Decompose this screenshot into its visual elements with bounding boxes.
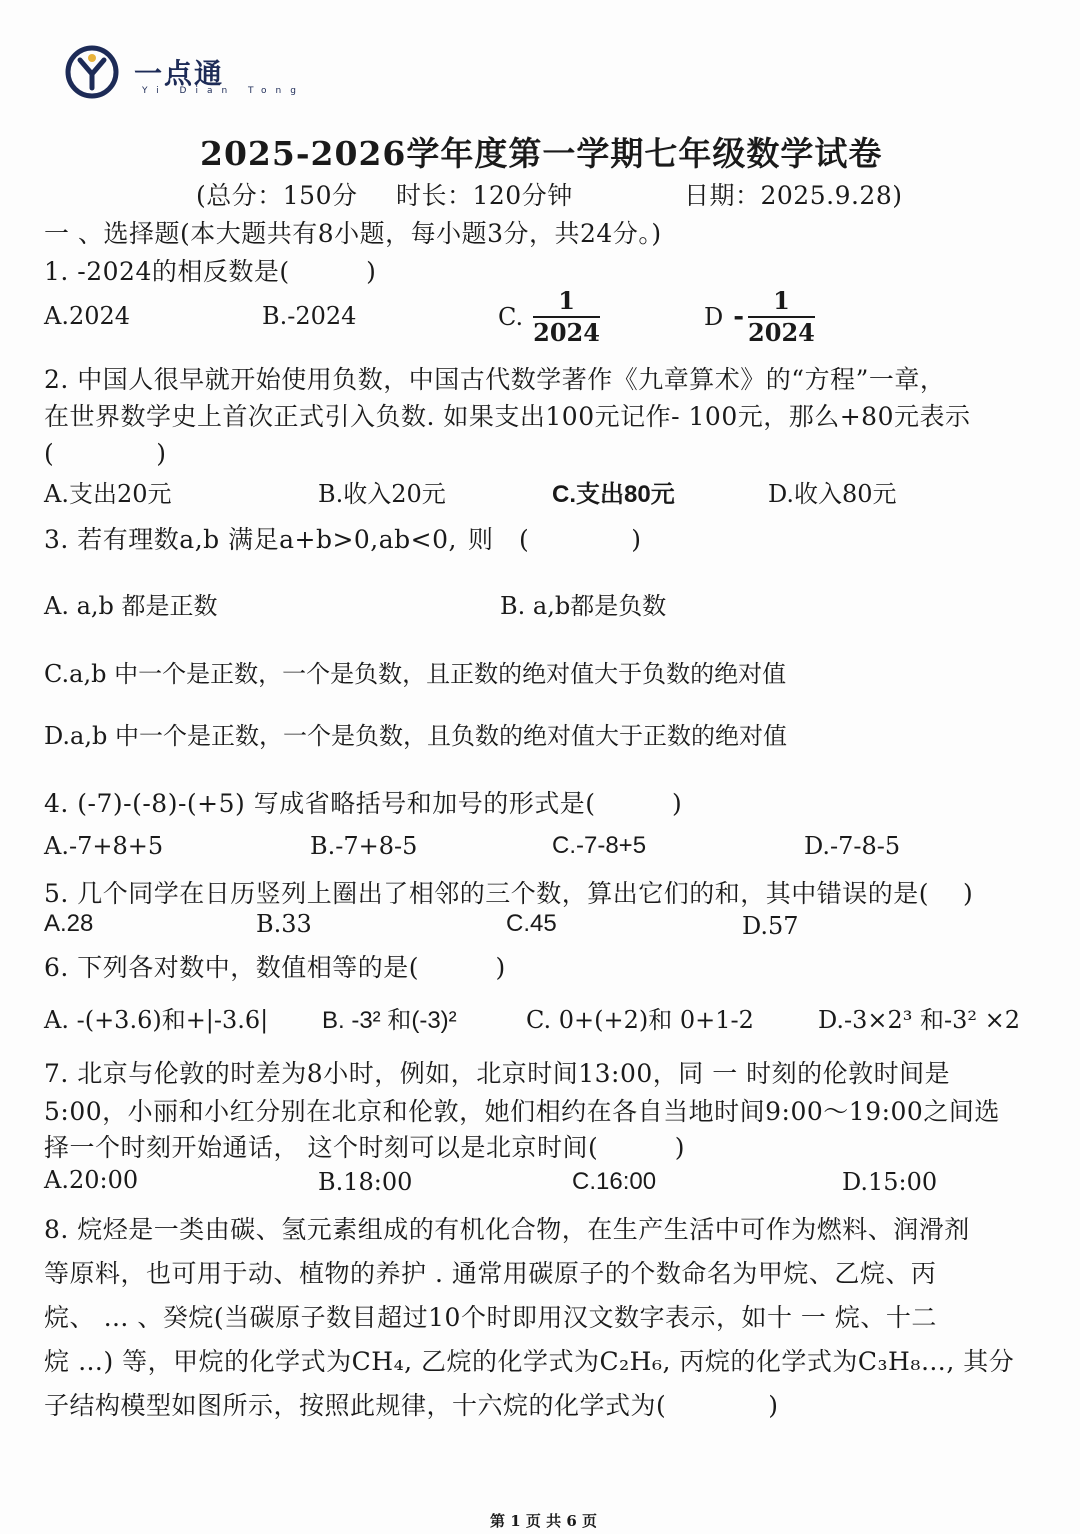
q4-option-c: C.-7-8+5 [552, 832, 647, 859]
denominator: 2024 [533, 318, 600, 347]
minus-sign: - [733, 302, 745, 332]
q3-option-b: B. a,b都是负数 [500, 592, 667, 620]
q7-option-d: D.15:00 [842, 1168, 938, 1196]
question-8-line-4: 烷 …) 等，甲烷的化学式为CH₄, 乙烷的化学式为C₂H₆, 丙烷的化学式为C₃H₈…, 其分 [44, 1347, 1015, 1376]
q3-option-c: C.a,b 中一个是正数，一个是负数，且正数的绝对值大于负数的绝对值 [44, 660, 787, 688]
q7-option-b: B.18:00 [318, 1168, 413, 1196]
q3-option-a: A. a,b 都是正数 [44, 592, 218, 620]
question-8-line-3: 烷、 … 、癸烷(当碳原子数目超过10个时即用汉文数字表示，如十 一 烷、十二 [44, 1303, 937, 1332]
question-8-line-5: 子结构模型如图所示，按照此规律，十六烷的化学式为( ) [44, 1391, 779, 1420]
total-score: (总分：150分 [196, 181, 358, 210]
exam-date: 日期：2025.9.28) [684, 181, 903, 210]
q1-option-d [704, 288, 815, 346]
question-3-stem-tail: 则 ( ) [468, 525, 642, 554]
logo-icon [64, 44, 120, 100]
q2-option-b: B.收入20元 [318, 480, 446, 508]
q4-option-d: D.-7-8-5 [804, 832, 901, 860]
question-6-stem: 6. 下列各对数中，数值相等的是( ) [44, 953, 506, 982]
numerator: 1 [558, 286, 575, 315]
logo-pinyin: Yi Dian Tong [142, 86, 305, 96]
q2-option-a: A.支出20元 [44, 480, 172, 508]
question-5-stem: 5. 几个同学在日历竖列上圈出了相邻的三个数，算出它们的和，其中错误的是( ) [44, 879, 974, 908]
q6-option-c: C. 0+(+2)和 0+1-2 [526, 1006, 754, 1034]
question-3-stem: 3. 若有理数a,b 满足a+b>0,ab<0, [44, 525, 457, 554]
q1-option-c-label: C. [498, 303, 524, 331]
numerator: 1 [773, 286, 790, 315]
q2-option-c: C.支出80元 [552, 481, 675, 508]
q1-option-d-label: D [704, 303, 724, 331]
question-2-line-1: 2. 中国人很早就开始使用负数，中国古代数学著作《九章算术》的“方程”一章， [44, 365, 946, 394]
question-2-line-3: ( ) [44, 439, 167, 468]
q4-option-b: B.-7+8-5 [310, 832, 418, 860]
q6-option-d: D.-3×2³ 和-3² ×2 [818, 1006, 1021, 1034]
duration: 时长：120分钟 [396, 181, 573, 210]
q1-option-c [498, 288, 600, 346]
q4-option-a: A.-7+8+5 [44, 832, 164, 860]
q6-option-b: B. -3² 和(-3)² [322, 1007, 457, 1034]
q6-option-a: A. -(+3.6)和+|-3.6| [44, 1006, 269, 1034]
question-8-line-2: 等原料，也可用于动、植物的养护 . 通常用碳原子的个数命名为甲烷、乙烷、丙 [44, 1259, 937, 1288]
q3-option-d: D.a,b 中一个是正数，一个是负数，且负数的绝对值大于正数的绝对值 [44, 722, 787, 750]
page-number: 第 1 页 共 6 页 [490, 1512, 597, 1530]
question-2-line-2: 在世界数学史上首次正式引入负数. 如果支出100元记作- 100元，那么+80元表示 [44, 402, 971, 431]
q7-option-c: C.16:00 [572, 1168, 657, 1195]
question-8-line-1: 8. 烷烃是一类由碳、氢元素组成的有机化合物，在生产生活中可作为燃料、润滑剂 [44, 1215, 970, 1244]
q7-option-a: A.20:00 [44, 1166, 139, 1194]
page-title: 2025-2026学年度第一学期七年级数学试卷 [200, 134, 883, 173]
question-7-line-1: 7. 北京与伦敦的时差为8小时，例如，北京时间13:00，同 一 时刻的伦敦时间是 [44, 1059, 951, 1088]
fraction [748, 288, 815, 346]
question-7-line-3: 择一个时刻开始通话， 这个时刻可以是北京时间( ) [44, 1133, 685, 1162]
q2-option-d: D.收入80元 [768, 480, 897, 508]
q5-option-b: B.33 [256, 910, 312, 938]
question-4-stem: 4. (-7)-(-8)-(+5) 写成省略括号和加号的形式是( ) [44, 789, 683, 818]
fraction [533, 288, 600, 346]
question-1-stem: 1. -2024的相反数是( ) [44, 257, 377, 286]
denominator: 2024 [748, 318, 815, 347]
section-heading: 一 、选择题(本大题共有8小题，每小题3分，共24分。) [44, 219, 662, 248]
q5-option-d: D.57 [742, 912, 799, 940]
q1-option-a: A.2024 [44, 302, 131, 330]
q5-option-a: A.28 [44, 910, 94, 937]
q1-option-b: B.-2024 [262, 302, 357, 330]
question-7-line-2: 5:00，小丽和小红分别在北京和伦敦，她们相约在各自当地时间9:00～19:00之间选 [44, 1097, 1000, 1126]
logo-text: 一点通 [134, 57, 225, 90]
q5-option-c: C.45 [506, 910, 557, 937]
